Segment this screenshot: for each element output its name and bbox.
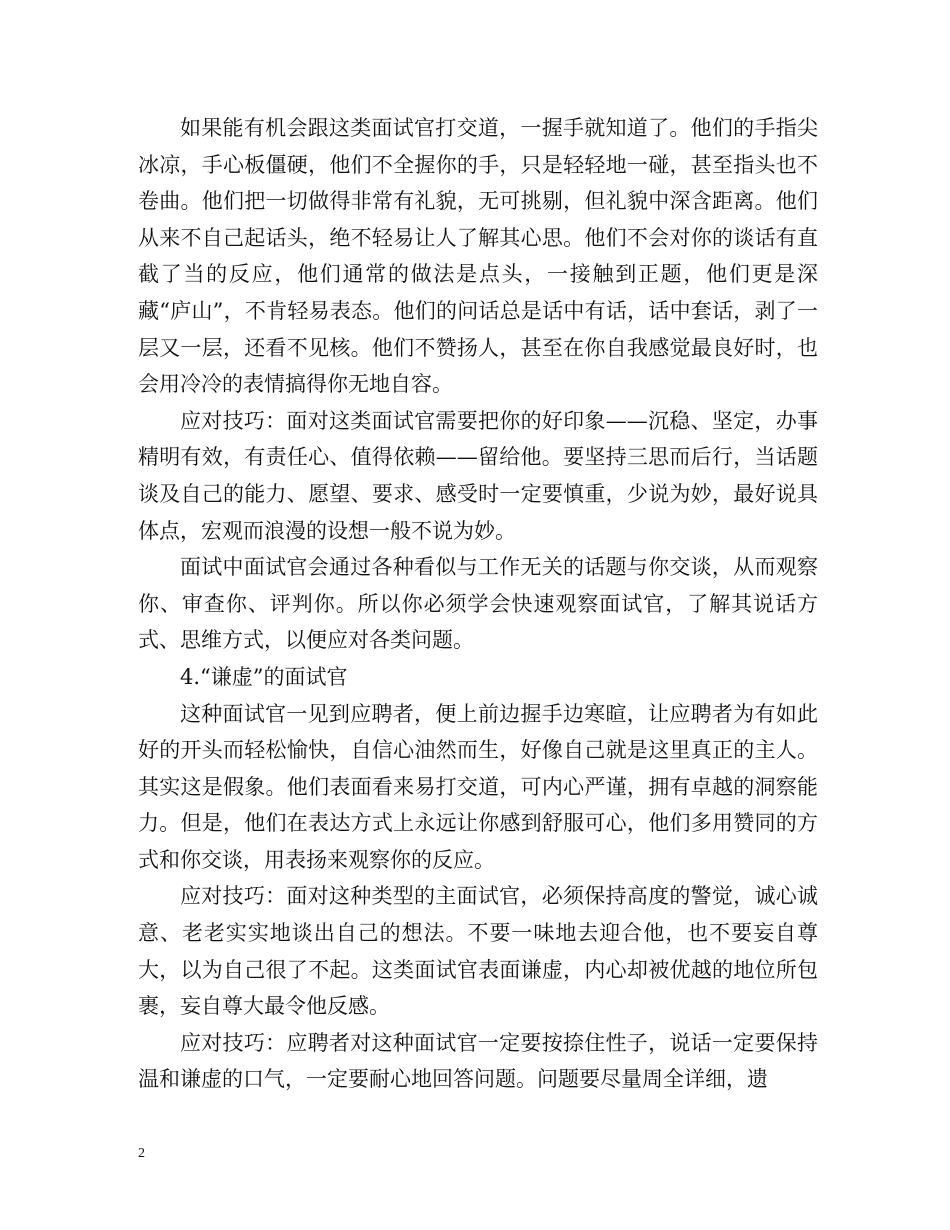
page-number: 2 <box>138 1146 145 1161</box>
paragraph: 应对技巧：面对这种类型的主面试官，必须保持高度的警觉，诚心诚意、老老实实地谈出自己的想法。不要一味地去迎合他，也不要妄自尊大，以为自己很了不起。这类面试官表面谦虚，内心却被优越的地位所包裹，妄自尊大最令他反感。 <box>138 884 818 1019</box>
paragraph: 这种面试官一见到应聘者，便上前边握手边寒暄，让应聘者为有如此好的开头而轻松愉快，自信心油然而生，好像自己就是这里真正的主人。其实这是假象。他们表面看来易打交道，可内心严谨，拥有卓越的洞察能力。但是，他们在表达方式上永远让你感到舒服可心，他们多用赞同的方式和你交谈，用表扬来观察你的反应。 <box>138 701 818 872</box>
section-heading: 4.“谦虚”的面试官 <box>180 664 348 689</box>
paragraph: 应对技巧：应聘者对这种面试官一定要按捺住性子，说话一定要保持温和谦虚的口气，一定要耐心地回答问题。问题要尽量周全详细，遗 <box>138 1030 818 1092</box>
document-body <box>138 110 818 1098</box>
paragraph: 应对技巧：面对这类面试官需要把你的好印象——沉稳、坚定，办事精明有效，有责任心、值得依赖——留给他。要坚持三思而后行，当话题谈及自己的能力、愿望、要求、感受时一定要慎重，少说为妙，最好说具体点，宏观而浪漫的设想一般不说为妙。 <box>138 408 818 543</box>
paragraph: 面试中面试官会通过各种看似与工作无关的话题与你交谈，从而观察你、审查你、评判你。所以你必须学会快速观察面试官，了解其说话方式、思维方式，以便应对各类问题。 <box>138 555 818 653</box>
paragraph: 如果能有机会跟这类面试官打交道，一握手就知道了。他们的手指尖冰凉，手心板僵硬，他们不全握你的手，只是轻轻地一碰，甚至指头也不卷曲。他们把一切做得非常有礼貌，无可挑剔，但礼貌中深含距离。他们从来不自己起话头，绝不轻易让人了解其心思。他们不会对你的谈话有直截了当的反应，他们通常的做法是点头，一接触到正题，他们更是深藏“庐山”，不肯轻易表态。他们的问话总是话中有话，话中套话，剥了一层又一层，还看不见核。他们不赞扬人，甚至在你自我感觉最良好时，也会用冷冷的表情搞得你无地自容。 <box>138 116 818 397</box>
